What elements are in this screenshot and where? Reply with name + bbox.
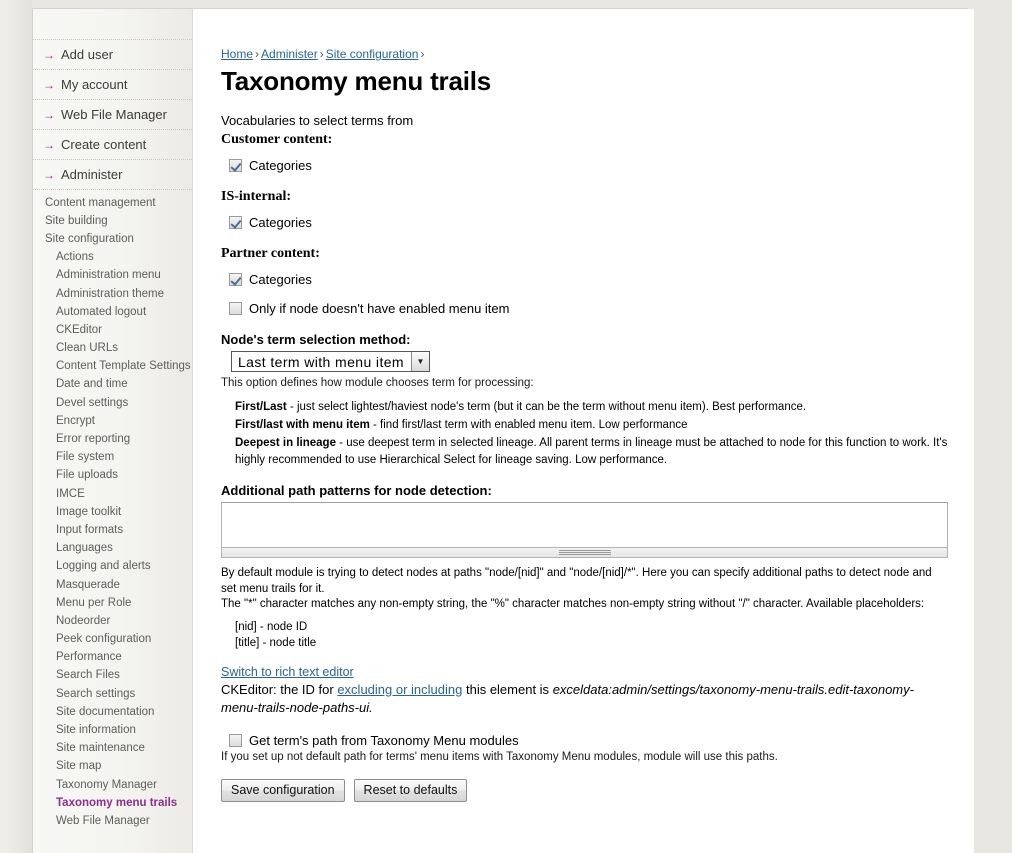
- sidebar-item-content-management[interactable]: Content management: [45, 196, 156, 209]
- sidebar-item-label: Add user: [61, 47, 114, 62]
- sidebar-item-web-file-manager[interactable]: Web File Manager: [56, 814, 150, 827]
- term-selection-bullet: [235, 399, 948, 416]
- breadcrumb: [221, 47, 948, 61]
- sidebar: [33, 9, 193, 853]
- switch-to-rich-text-editor-link[interactable]: Switch to rich text editor: [221, 664, 354, 679]
- sidebar-item-taxonomy-manager[interactable]: Taxonomy Manager: [56, 778, 157, 791]
- sidebar-item-label: Create content: [61, 137, 147, 152]
- term-selection-label: Node's term selection method:: [221, 332, 411, 347]
- checkbox-partner-categories[interactable]: [229, 273, 242, 286]
- excluding-or-including-link[interactable]: excluding or including: [337, 681, 463, 697]
- path-patterns-description-line1: By default module is trying to detect nodes at paths "node/[nid]" and "node/[nid]/*". Here you can specify additional paths to detect node and set menu trails for it.: [221, 567, 932, 595]
- main-content: [193, 9, 974, 853]
- sidebar-item-actions[interactable]: Actions: [56, 251, 94, 264]
- sidebar-item-image-toolkit[interactable]: Image toolkit: [56, 505, 122, 518]
- page-shell: [32, 8, 968, 853]
- sidebar-item-administration-menu[interactable]: Administration menu: [56, 269, 161, 282]
- sidebar-item-label: Web File Manager: [61, 107, 167, 122]
- checkbox-taxonomy-menu-path[interactable]: [229, 734, 242, 747]
- bullet-term: First/Last: [235, 401, 287, 413]
- ckeditor-note-middle: this element is: [462, 681, 553, 697]
- chevron-down-icon[interactable]: ▼: [411, 352, 429, 371]
- sidebar-item-taxonomy-menu-trails[interactable]: Taxonomy menu trails: [56, 796, 178, 809]
- sidebar-item-site-documentation[interactable]: Site documentation: [56, 705, 155, 718]
- sidebar-item-date-and-time[interactable]: Date and time: [56, 378, 128, 391]
- sidebar-item-performance[interactable]: Performance: [56, 651, 122, 664]
- checkbox-label: Categories: [249, 272, 312, 287]
- save-configuration-button[interactable]: Save configuration: [221, 779, 345, 802]
- breadcrumb-link-administer[interactable]: Administer: [261, 47, 318, 61]
- sidebar-item-automated-logout[interactable]: Automated logout: [56, 305, 147, 318]
- checkbox-customer-categories[interactable]: [229, 159, 242, 172]
- sidebar-item-search-settings[interactable]: Search settings: [56, 687, 136, 700]
- checkbox-label: Categories: [249, 215, 312, 230]
- sidebar-item-web-file-manager[interactable]: [33, 99, 192, 130]
- checkbox-row-taxonomy-menu-path[interactable]: [229, 733, 948, 748]
- term-selection-description: This option defines how module chooses term for processing:: [221, 377, 534, 389]
- checkbox-only-if-no-menu-item[interactable]: [229, 302, 242, 315]
- group-label-partner-content: Partner content:: [221, 246, 320, 261]
- group-label-customer-content: Customer content:: [221, 132, 333, 147]
- term-selection-bullet: [235, 435, 948, 469]
- path-pattern-token: [title] - node title: [235, 636, 317, 649]
- sidebar-item-file-uploads[interactable]: File uploads: [56, 469, 119, 482]
- bullet-text: - use deepest term in selected lineage. All parent terms in lineage must be attached to node for this function to work. It's highly recommended to use Hierarchical Select for lineage saving. Low performance.: [235, 437, 948, 466]
- reset-to-defaults-button[interactable]: Reset to defaults: [354, 779, 468, 802]
- path-pattern-token: [nid] - node ID: [235, 620, 308, 633]
- checkbox-label: Categories: [249, 158, 312, 173]
- term-selection-bullets: [221, 399, 948, 469]
- primary-nav-list: [33, 39, 192, 190]
- sidebar-item-site-configuration[interactable]: Site configuration: [45, 232, 134, 245]
- breadcrumb-separator: ›: [420, 47, 425, 61]
- sidebar-item-logging-and-alerts[interactable]: Logging and alerts: [56, 560, 151, 573]
- sidebar-item-add-user[interactable]: [33, 39, 192, 70]
- sidebar-item-languages[interactable]: Languages: [56, 542, 113, 555]
- arrow-right-icon: →: [43, 137, 55, 152]
- checkbox-row-only-if-no-menu-item[interactable]: [229, 301, 948, 316]
- checkbox-label: Only if node doesn't have enabled menu item: [249, 301, 510, 316]
- path-patterns-description-line2: The "*" character matches any non-empty string, the "%" character matches non-empty string without "/" character. Available placeholders:: [221, 598, 925, 610]
- sidebar-item-label: Administer: [61, 167, 123, 182]
- arrow-right-icon: →: [43, 107, 55, 122]
- sidebar-item-encrypt[interactable]: Encrypt: [56, 414, 95, 427]
- bullet-text: - find first/last term with enabled menu item. Low performance: [369, 419, 688, 431]
- sidebar-item-clean-urls[interactable]: Clean URLs: [56, 342, 118, 355]
- sidebar-item-administration-theme[interactable]: Administration theme: [56, 287, 165, 300]
- group-label-is-internal: IS-internal:: [221, 189, 291, 204]
- checkbox-label: Get term's path from Taxonomy Menu modules: [249, 732, 519, 748]
- path-patterns-label: Additional path patterns for node detection:: [221, 483, 492, 498]
- bullet-term: Deepest in lineage: [235, 437, 336, 449]
- sidebar-item-peek-configuration[interactable]: Peek configuration: [56, 633, 152, 646]
- arrow-right-icon: →: [43, 167, 55, 182]
- sidebar-item-nodeorder[interactable]: Nodeorder: [56, 614, 111, 627]
- sidebar-item-file-system[interactable]: File system: [56, 451, 115, 464]
- term-selection-value: Last term with menu item: [238, 354, 404, 370]
- vocabularies-intro: Vocabularies to select terms from: [221, 113, 414, 128]
- ckeditor-note: [221, 681, 948, 717]
- left-gutter: [0, 0, 32, 853]
- sidebar-item-my-account[interactable]: [33, 69, 192, 100]
- taxonomy-menu-path-description: If you set up not default path for terms' menu items with Taxonomy Menu modules, module will use this paths.: [221, 750, 778, 763]
- sidebar-item-label: My account: [61, 77, 128, 92]
- path-patterns-description: [221, 566, 948, 613]
- page-title: Taxonomy menu trails: [221, 66, 492, 96]
- sidebar-item-input-formats[interactable]: Input formats: [56, 523, 124, 536]
- secondary-nav-list: [33, 190, 192, 831]
- arrow-right-icon: →: [43, 77, 55, 92]
- sidebar-item-create-content[interactable]: [33, 129, 192, 160]
- breadcrumb-link-home[interactable]: Home: [221, 47, 254, 61]
- ckeditor-element-id: exceldata:admin/settings/taxonomy-menu-trails.edit-taxonomy-menu-trails-node-paths-ui.: [221, 681, 914, 715]
- arrow-right-icon: →: [43, 47, 55, 62]
- sidebar-item-site-maintenance[interactable]: Site maintenance: [56, 742, 145, 755]
- term-selection-select[interactable]: [231, 351, 430, 372]
- checkbox-row-customer-categories[interactable]: [229, 158, 948, 173]
- path-patterns-textarea[interactable]: [221, 502, 948, 548]
- sidebar-item-devel-settings[interactable]: Devel settings: [56, 396, 129, 409]
- checkbox-is-internal-categories[interactable]: [229, 216, 242, 229]
- textarea-resize-grippie[interactable]: [221, 548, 948, 558]
- sidebar-item-search-files[interactable]: Search Files: [56, 669, 120, 682]
- ckeditor-note-prefix: CKEditor: the ID for: [221, 681, 338, 697]
- form-actions: [221, 779, 948, 802]
- sidebar-item-error-reporting[interactable]: Error reporting: [56, 433, 131, 446]
- sidebar-item-site-building[interactable]: Site building: [45, 214, 108, 227]
- sidebar-item-administer[interactable]: [33, 159, 192, 190]
- sidebar-item-imce[interactable]: IMCE: [56, 487, 85, 500]
- breadcrumb-link-site-configuration[interactable]: Site configuration: [325, 47, 419, 61]
- sidebar-item-ckeditor[interactable]: CKEditor: [56, 323, 103, 336]
- checkbox-row-is-internal-categories[interactable]: [229, 215, 948, 230]
- checkbox-row-partner-categories[interactable]: [229, 272, 948, 287]
- breadcrumb-separator: ›: [319, 47, 324, 61]
- path-patterns-tokens: [221, 619, 948, 651]
- sidebar-item-site-map[interactable]: Site map: [56, 760, 102, 773]
- sidebar-item-menu-per-role[interactable]: Menu per Role: [56, 596, 132, 609]
- bullet-text: - just select lightest/haviest node's term (but it can be the term without menu item). Best performance.: [286, 401, 807, 413]
- bullet-term: First/last with menu item: [235, 419, 370, 431]
- breadcrumb-separator: ›: [255, 47, 260, 61]
- sidebar-item-site-information[interactable]: Site information: [56, 724, 136, 737]
- term-selection-bullet: [235, 417, 948, 434]
- sidebar-item-content-template-settings[interactable]: Content Template Settings: [56, 360, 191, 373]
- sidebar-item-masquerade[interactable]: Masquerade: [56, 578, 120, 591]
